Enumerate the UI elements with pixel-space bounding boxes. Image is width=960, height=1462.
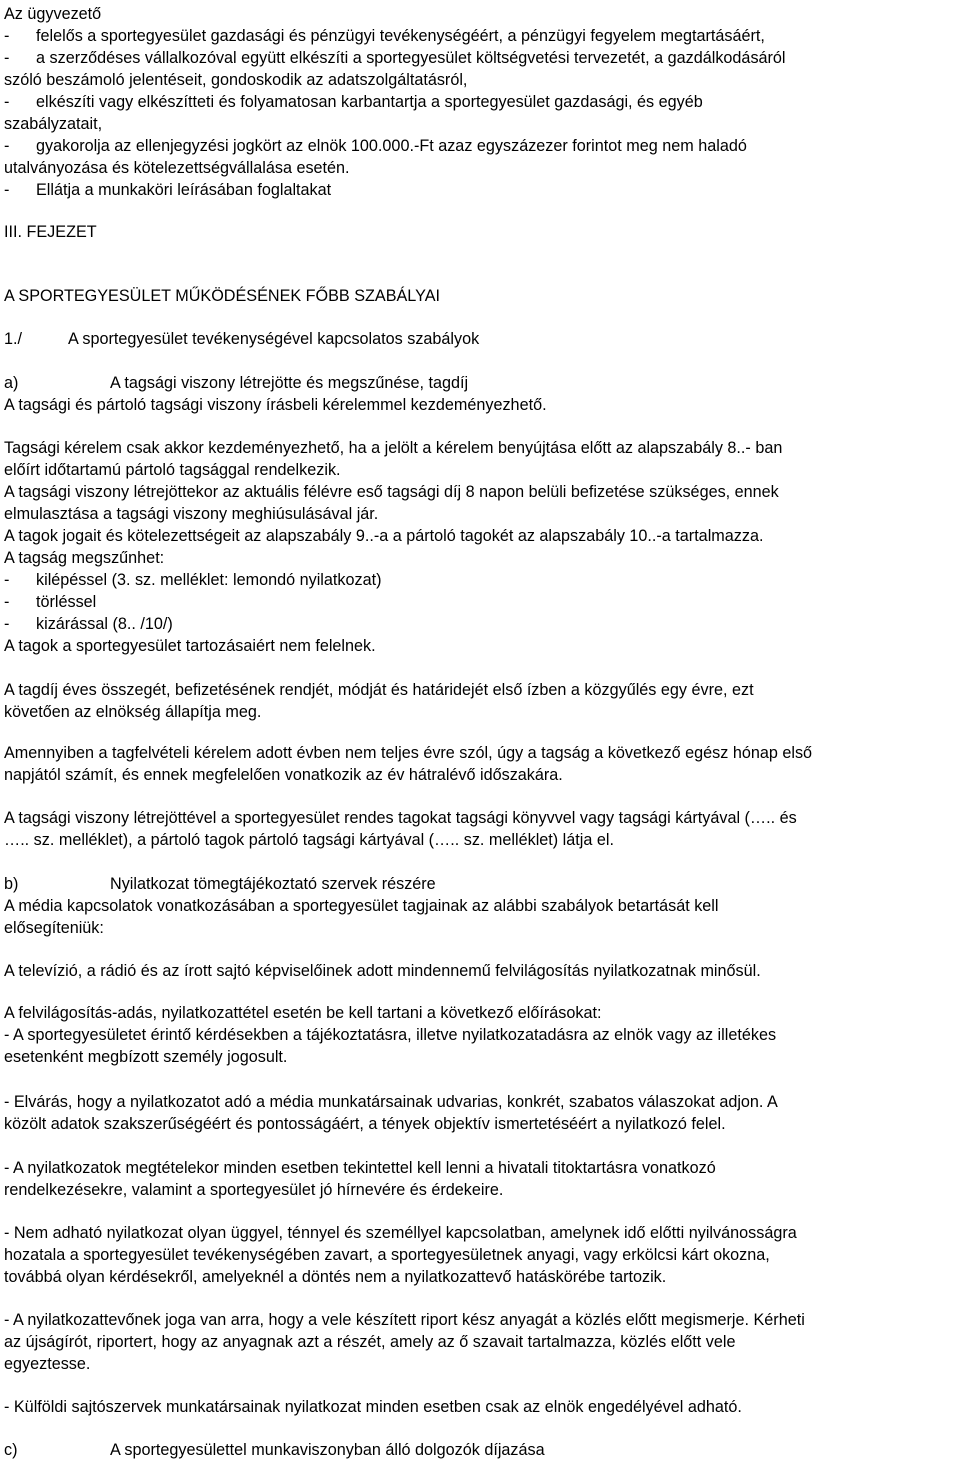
paragraph-line: követően az elnökség állapítja meg.	[4, 703, 262, 721]
subsection-title: b) Nyilatkozat tömegtájékoztató szervek részére	[4, 875, 436, 893]
paragraph-line: Tagsági kérelem csak akkor kezdeményezhető, ha a jelölt a kérelem benyújtása előtt az alapszabály 8..- ban	[4, 439, 783, 457]
paragraph-line: elmulasztása a tagsági viszony meghiúsulásával jár.	[4, 505, 379, 523]
paragraph-line: egyeztesse.	[4, 1355, 91, 1373]
list-item: - felelős a sportegyesület gazdasági és pénzügyi tevékenységéért, a pénzügyi fegyelem megtartásáért,	[4, 27, 765, 45]
chapter-number: III. FEJEZET	[4, 223, 97, 241]
paragraph-line: A tagdíj éves összegét, befizetésének rendjét, módját és határidejét első ízben a közgyűlés egy évre, ezt	[4, 681, 754, 699]
paragraph-line: A tagsági viszony létrejöttekor az aktuális félévre eső tagsági díj 8 napon belüli befizetése szükséges, ennek	[4, 483, 779, 501]
paragraph-line: továbbá olyan kérdésekről, amelyeknél a döntés nem a nyilatkozattevő hatáskörébe tartozik.	[4, 1268, 667, 1286]
list-item: - a szerződéses vállalkozóval együtt elkészíti a sportegyesület költségvetési tervezetét, a gazdálkodásáról	[4, 49, 786, 67]
paragraph-line: - A sportegyesületet érintő kérdésekben a tájékoztatásra, illetve nyilatkozatadásra az elnök vagy az illetékes	[4, 1026, 777, 1044]
list-item: - kilépéssel (3. sz. melléklet: lemondó nyilatkozat)	[4, 571, 382, 589]
paragraph-line: - A nyilatkozattevőnek joga van arra, hogy a vele készített riport kész anyagát a közlés előtt megismerje. Kérheti	[4, 1311, 805, 1329]
paragraph-line: A tagok jogait és kötelezettségeit az alapszabály 9..-a a pártoló tagokét az alapszabály 10..-a tartalmazza.	[4, 527, 764, 545]
paragraph-line: előírt időtartamú pártoló tagsággal rendelkezik.	[4, 461, 341, 479]
list-item: - elkészíti vagy elkészítteti és folyamatosan karbantartja a sportegyesület gazdasági, és egyéb	[4, 93, 703, 111]
paragraph-line: - A nyilatkozatok megtételekor minden esetben tekintettel kell lenni a hivatali titoktartásra vonatkozó	[4, 1159, 716, 1177]
section-title: 1./ A sportegyesület tevékenységével kapcsolatos szabályok	[4, 330, 480, 348]
paragraph-line: ….. sz. melléklet), a pártoló tagok pártoló tagsági kártyával (….. sz. melléklet) látja el.	[4, 831, 614, 849]
list-item-continuation: szóló beszámoló jelentéseit, gondoskodik az adatszolgáltatásról,	[4, 71, 468, 89]
paragraph-line: A tagsági és pártoló tagsági viszony írásbeli kérelemmel kezdeményezhető.	[4, 396, 547, 414]
paragraph-line: napjától számít, és ennek megfelelően vonatkozik az év hátralévő időszakára.	[4, 766, 563, 784]
paragraph-line: A televízió, a rádió és az írott sajtó képviselőinek adott mindennemű felvilágosítás nyilatkozatnak minősül.	[4, 962, 761, 980]
paragraph-line: - Elvárás, hogy a nyilatkozatot adó a média munkatársainak udvarias, konkrét, szabatos válaszokat adjon. A	[4, 1093, 778, 1111]
paragraph-line: esetenként megbízott személy jogosult.	[4, 1048, 288, 1066]
paragraph-line: hozatala a sportegyesület tevékenységében zavart, a sportegyesületnek anyagi, vagy erkölcsi kárt okozna,	[4, 1246, 770, 1264]
paragraph-line: - Külföldi sajtószervek munkatársainak nyilatkozat minden esetben csak az elnök engedélyével adható.	[4, 1398, 742, 1416]
list-item: - Ellátja a munkaköri leírásában foglaltakat	[4, 181, 332, 199]
paragraph-line: rendelkezésekre, valamint a sportegyesület jó hírnevére és érdekeire.	[4, 1181, 504, 1199]
chapter-title: A SPORTEGYESÜLET MŰKÖDÉSÉNEK FŐBB SZABÁLYAI	[4, 287, 440, 305]
subsection-title: c) A sportegyesülettel munkaviszonyban álló dolgozók díjazása	[4, 1441, 545, 1459]
subsection-title: a) A tagsági viszony létrejötte és megszűnése, tagdíj	[4, 374, 469, 392]
section-heading: Az ügyvezető	[4, 5, 102, 23]
paragraph-line: az újságírót, riportert, hogy az anyagnak azt a részét, amely az ő szavait tartalmazza, közlés előtt vele	[4, 1333, 736, 1351]
list-item: - gyakorolja az ellenjegyzési jogkört az elnök 100.000.-Ft azaz egyszázezer forintot meg nem haladó	[4, 137, 747, 155]
paragraph-line: A tagság megszűnhet:	[4, 549, 165, 567]
paragraph-line: elősegíteniük:	[4, 919, 104, 937]
paragraph-line: A média kapcsolatok vonatkozásában a sportegyesület tagjainak az alábbi szabályok betartását kell	[4, 897, 719, 915]
paragraph-line: A tagok a sportegyesület tartozásaiért nem felelnek.	[4, 637, 376, 655]
paragraph-line: A tagsági viszony létrejöttével a sportegyesület rendes tagokat tagsági könyvvel vagy tagsági kártyával (….. és	[4, 809, 797, 827]
paragraph-line: Amennyiben a tagfelvételi kérelem adott évben nem teljes évre szól, úgy a tagság a következő egész hónap első	[4, 744, 813, 762]
list-item-continuation: szabályzatait,	[4, 115, 103, 133]
paragraph-line: közölt adatok szakszerűségéért és pontosságáért, a tények objektív ismertetéséért a nyilatkozó felel.	[4, 1115, 726, 1133]
paragraph-line: - Nem adható nyilatkozat olyan üggyel, ténnyel és személlyel kapcsolatban, amelynek idő előtti nyilvánosságra	[4, 1224, 797, 1242]
list-item: - kizárással (8.. /10/)	[4, 615, 173, 633]
list-item: - törléssel	[4, 593, 97, 611]
paragraph-line: A felvilágosítás-adás, nyilatkozattétel esetén be kell tartani a következő előírásokat:	[4, 1004, 602, 1022]
list-item-continuation: utalványozása és kötelezettségvállalása esetén.	[4, 159, 350, 177]
